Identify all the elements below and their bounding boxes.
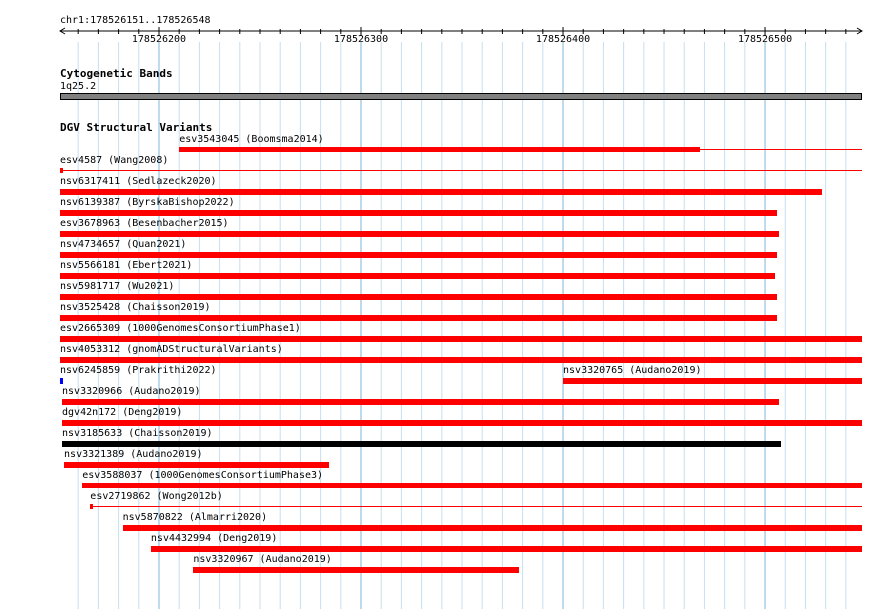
- cytoband-track-title[interactable]: Cytogenetic Bands: [60, 67, 173, 80]
- variant-label[interactable]: nsv4734657 (Quan2021): [60, 239, 187, 250]
- ruler-tick-label: 178526400: [535, 34, 591, 45]
- variant-bar[interactable]: [60, 294, 777, 300]
- variant-label[interactable]: esv4587 (Wang2008): [60, 155, 169, 166]
- locus-label: chr1:178526151..178526548: [60, 15, 211, 26]
- variant-bar[interactable]: [123, 525, 862, 531]
- variant-label[interactable]: nsv4053312 (gnomADStructuralVariants): [60, 344, 283, 355]
- variant-label[interactable]: nsv4432994 (Deng2019): [150, 533, 278, 544]
- variant-bar[interactable]: [62, 420, 862, 426]
- variant-label[interactable]: nsv5566181 (Ebert2021): [60, 260, 193, 271]
- cytoband-bar[interactable]: [60, 93, 862, 100]
- variant-bar[interactable]: [60, 315, 777, 321]
- variant-label[interactable]: nsv3320765 (Audano2019): [563, 365, 702, 376]
- variant-label[interactable]: esv3588037 (1000GenomesConsortiumPhase3): [82, 470, 324, 481]
- variant-label[interactable]: esv3543045 (Boomsma2014): [179, 134, 324, 145]
- ruler-tick-label: 178526500: [737, 34, 793, 45]
- variant-bar[interactable]: [60, 231, 779, 237]
- variant-bar[interactable]: [60, 357, 862, 363]
- variant-label[interactable]: esv2665309 (1000GenomesConsortiumPhase1): [60, 323, 301, 334]
- variant-bar[interactable]: [151, 546, 862, 552]
- variant-label[interactable]: nsv6317411 (Sedlazeck2020): [60, 176, 217, 187]
- variant-bar[interactable]: [62, 441, 781, 447]
- variant-bar[interactable]: [90, 504, 93, 509]
- variant-bar[interactable]: [60, 273, 775, 279]
- variant-bar[interactable]: [60, 189, 822, 195]
- dgv-track-title[interactable]: DGV Structural Variants: [60, 121, 213, 134]
- variant-label[interactable]: nsv3320967 (Audano2019): [193, 554, 332, 565]
- variant-label[interactable]: nsv3321389 (Audano2019): [64, 449, 203, 460]
- variant-connector-line: [60, 170, 862, 171]
- variant-label[interactable]: nsv3320966 (Audano2019): [62, 386, 201, 397]
- variant-bar[interactable]: [60, 210, 777, 216]
- variant-bar[interactable]: [82, 483, 862, 488]
- variant-label[interactable]: nsv3185633 (Chaisson2019): [62, 428, 213, 439]
- variant-bar[interactable]: [60, 168, 63, 173]
- variant-connector-line: [90, 506, 862, 507]
- variant-bar[interactable]: [563, 378, 862, 384]
- variant-label[interactable]: nsv5870822 (Almarri2020): [122, 512, 268, 523]
- variant-label[interactable]: nsv6245859 (Prakrithi2022): [60, 365, 217, 376]
- variant-bar[interactable]: [62, 399, 779, 405]
- variant-bar[interactable]: [60, 378, 63, 384]
- variant-label[interactable]: nsv5981717 (Wu2021): [60, 281, 175, 292]
- variant-bar[interactable]: [60, 336, 862, 342]
- variant-label[interactable]: esv2719862 (Wong2012b): [90, 491, 223, 502]
- variant-bar[interactable]: [64, 462, 329, 468]
- variant-label[interactable]: nsv3525428 (Chaisson2019): [60, 302, 211, 313]
- variant-bar[interactable]: [193, 567, 518, 573]
- variant-label[interactable]: dgv42n172 (Deng2019): [62, 407, 183, 418]
- cytoband-label: 1q25.2: [60, 81, 97, 92]
- variant-label[interactable]: nsv6139387 (ByrskaBishop2022): [60, 197, 235, 208]
- ruler-tick-label: 178526200: [131, 34, 187, 45]
- ruler-tick-label: 178526300: [333, 34, 389, 45]
- variant-label[interactable]: esv3678963 (Besenbacher2015): [60, 218, 229, 229]
- variant-bar[interactable]: [60, 252, 777, 258]
- variant-bar[interactable]: [179, 147, 700, 152]
